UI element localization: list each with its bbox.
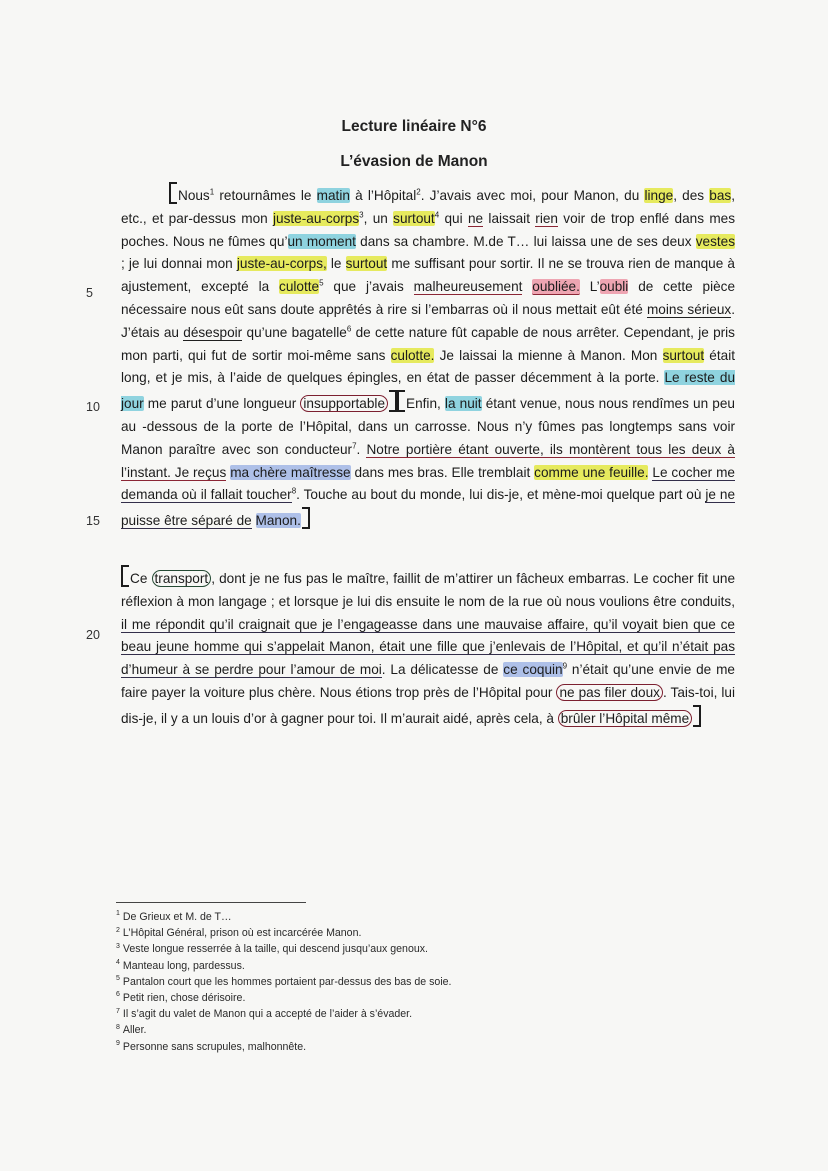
text-run: laissait — [483, 210, 536, 226]
highlight-blue: un moment — [287, 233, 356, 249]
highlight-blue: matin — [316, 188, 350, 203]
text-run: , etc., et par-dessus mon — [121, 188, 735, 226]
underline-red: malheureusement — [413, 279, 523, 295]
text-run: qui — [439, 210, 468, 226]
underline-red: ne — [467, 210, 484, 226]
text-run: me parut d’une longueur — [143, 396, 301, 412]
line-number: 15 — [86, 514, 100, 528]
underline-black: désespoir — [183, 324, 243, 340]
highlight-yellow: surtout — [393, 210, 435, 226]
bracket-open-mark — [397, 390, 405, 412]
highlight-yellow: comme une feuille. — [534, 464, 649, 480]
highlight-blue: Le reste du jour — [121, 370, 736, 412]
text-run: , — [437, 396, 445, 412]
highlight-yellow: juste-au-corps, — [236, 256, 327, 272]
footnote-text: Pantalon court que les hommes portaient par-dessus des bas de soie. — [122, 975, 452, 988]
footnote-item — [116, 958, 452, 974]
circled-word: insupportable — [300, 395, 388, 412]
footnote-number: 1 — [116, 910, 120, 918]
text-run: Ce — [130, 571, 152, 586]
highlight-yellow: linge — [644, 188, 674, 203]
text-run: à l’Hôpital — [349, 188, 417, 203]
text-run: que j’avais — [323, 279, 414, 295]
footnote-text: Il s’agit du valet de Manon qui a accepté de l’aider à s’évader. — [122, 1008, 413, 1021]
footnote-ref: 2 — [416, 187, 421, 197]
footnote-item — [116, 925, 452, 941]
circled-phrase: brûler l’Hôpital même — [558, 710, 692, 727]
footnote-item — [116, 909, 452, 925]
footnote-item — [116, 1022, 452, 1038]
text-run: le — [326, 256, 346, 272]
text-run: Je laissai la mienne à Manon. Mon — [434, 347, 663, 363]
bracket-close-mark — [302, 507, 310, 529]
footnote-item — [116, 974, 452, 990]
footnote-number: 2 — [116, 926, 120, 934]
highlight-yellow: culotte. — [390, 347, 435, 363]
footnote-number: 5 — [116, 975, 120, 983]
text-run: de cette nature fût capable de nous arrêter. Cependant, je pris mon parti, qui fut de sortir moi-même sans — [121, 324, 735, 363]
line-number: 5 — [86, 286, 93, 300]
footnote-item — [116, 990, 452, 1006]
underline-dark: il me répondit qu’il craignait que je l’engageasse dans une mauvaise affaire, qu’il voyait bien que ce beau jeune homme qui s’appelait Manon, était une fille que j’enlevais de l’Hôpital, et qu’il n’était pas d’humeur à se perdre pour l’amour de moi — [121, 616, 735, 678]
highlight-pink: oubli — [599, 279, 629, 295]
page-subtitle: L’évasion de Manon — [340, 153, 488, 170]
text-run: dans mes bras. Elle tremblait — [350, 464, 535, 480]
footnote-text: Manteau long, pardessus. — [122, 959, 245, 972]
text-run: . J’étais au — [121, 301, 736, 340]
highlight-yellow: surtout — [662, 347, 705, 363]
underline-black: moins sérieux — [646, 301, 732, 317]
highlight-pink: oubliée. — [532, 279, 580, 295]
footnote-ref: 9 — [562, 661, 568, 671]
footnote-ref: 8 — [291, 486, 297, 496]
text-run: ; je lui donnai mon — [121, 256, 237, 272]
footnote-number: 4 — [116, 959, 120, 967]
footnote-divider — [116, 902, 306, 903]
text-run: . Touche au bout du monde, lui dis-je, et mène-moi quelque part où — [296, 487, 706, 503]
footnote-number: 6 — [116, 991, 120, 999]
highlight-yellow: juste-au-corps — [273, 210, 360, 226]
text-run: retournâmes le — [214, 188, 317, 203]
text-run: voir de trop enflé dans mes poches. Nous ne fûmes qu’ — [121, 210, 735, 249]
highlight-yellow: vestes — [695, 233, 736, 249]
bracket-open-mark — [169, 182, 177, 204]
footnote-number: 9 — [116, 1040, 120, 1048]
footnote-ref: 5 — [319, 278, 324, 288]
highlight-violet: ce coquin — [503, 662, 563, 678]
footnote-item — [116, 1006, 452, 1022]
underline-dark: Le cocher me demanda où il fallait toucher — [121, 464, 735, 503]
footnote-item — [116, 1039, 452, 1055]
text-run: , des — [673, 188, 710, 203]
footnote-text: De Grieux et M. de T… — [122, 911, 232, 923]
text-run: n’était qu’une envie de me faire payer la voiture plus chère. Nous étions trop près de l’Hôpital pour — [121, 662, 735, 700]
page-title: Lecture linéaire N°6 — [341, 118, 487, 135]
footnote-number: 7 — [116, 1007, 120, 1015]
footnote-text: Veste longue resserrée à la taille, qui descend jusqu’aux genoux. — [122, 943, 428, 956]
footnote-ref: 4 — [434, 210, 440, 220]
line-number: 20 — [86, 628, 100, 642]
text-run — [522, 279, 532, 294]
paragraph-2 — [121, 565, 735, 731]
text-run: Nous — [178, 188, 210, 203]
footnotes — [116, 909, 452, 1055]
text-run: dans sa chambre. M.de T… lui laissa une de ses deux — [355, 233, 696, 249]
underline-red: rien — [535, 210, 558, 226]
text-run: , dont je ne fus pas le maître, faillit de m’attirer un fâcheux embarras. Le cocher fit une réflexion à mon langage ; et lorsque je lui dis ensuite le nom de la rue où nous voulions être conduits, — [121, 571, 736, 609]
text-run: me suffisant pour sortir. Il ne se trouva rien de manque à ajustement, excepté la — [121, 256, 735, 295]
footnote-number: 3 — [116, 942, 120, 950]
underline-red: Notre portière étant ouverte, ils montèrent tous les deux à l’instant. Je reçus — [121, 441, 735, 480]
highlight-violet: ma chère maîtresse — [230, 464, 351, 480]
underline-dark: je ne puisse être séparé de — [121, 487, 736, 529]
footnote-text: Petit rien, chose dérisoire. — [122, 992, 246, 1005]
text-run: . J’avais avec moi, pour Manon, du — [420, 188, 645, 203]
highlight-violet: Manon. — [255, 513, 301, 529]
paragraph-1 — [121, 182, 735, 533]
text-run: . La délicatesse de — [381, 662, 504, 678]
text-run: L’ — [579, 279, 600, 295]
text-run: Enfin — [406, 396, 437, 412]
circled-word: transport — [152, 570, 212, 587]
highlight-blue: la nuit — [444, 396, 482, 412]
footnote-item — [116, 941, 452, 957]
bracket-close-mark — [693, 705, 701, 727]
highlight-yellow: surtout — [345, 256, 388, 272]
text-run — [252, 513, 256, 528]
bracket-open-mark — [121, 565, 129, 587]
footnote-text: Aller. — [122, 1024, 147, 1037]
footnote-ref: 6 — [346, 324, 352, 334]
line-number: 10 — [86, 400, 100, 414]
footnote-ref: 7 — [352, 441, 357, 451]
text-run: de cette pièce nécessaire nous eût sans doute apprêtés à rire si l’embarras où il nous mettait eût été — [121, 279, 736, 317]
text-run: . — [356, 441, 367, 457]
text-run: . Tais-toi, lui dis-je, il y a un louis d’or à gagner pour toi. Il m’aurait aidé, après cela, à — [121, 684, 735, 726]
text-run: étant venue, nous nous rendîmes un peu au -dessous de la porte de l’Hôpital, dans un carrosse. Nous n’y fûmes pas longtemps sans voir Manon paraître avec son conducteur — [121, 396, 735, 457]
footnote-ref: 1 — [209, 187, 215, 197]
highlight-yellow: culotte — [279, 279, 320, 295]
bracket-close-mark — [389, 390, 397, 412]
footnote-text: Personne sans scrupules, malhonnête. — [122, 1040, 307, 1053]
footnote-number: 8 — [116, 1023, 120, 1031]
text-run: qu’une bagatelle — [242, 324, 347, 340]
footnote-text: L’Hôpital Général, prison où est incarcérée Manon. — [122, 927, 362, 940]
footnote-ref: 3 — [359, 210, 364, 220]
highlight-yellow: bas — [709, 188, 732, 203]
text-run: était long, et je mis, à l’aide de quelques épingles, en état de passer décemment à la porte. — [121, 347, 736, 386]
text-run: , un — [363, 210, 394, 226]
circled-phrase: ne pas filer doux — [556, 684, 663, 701]
